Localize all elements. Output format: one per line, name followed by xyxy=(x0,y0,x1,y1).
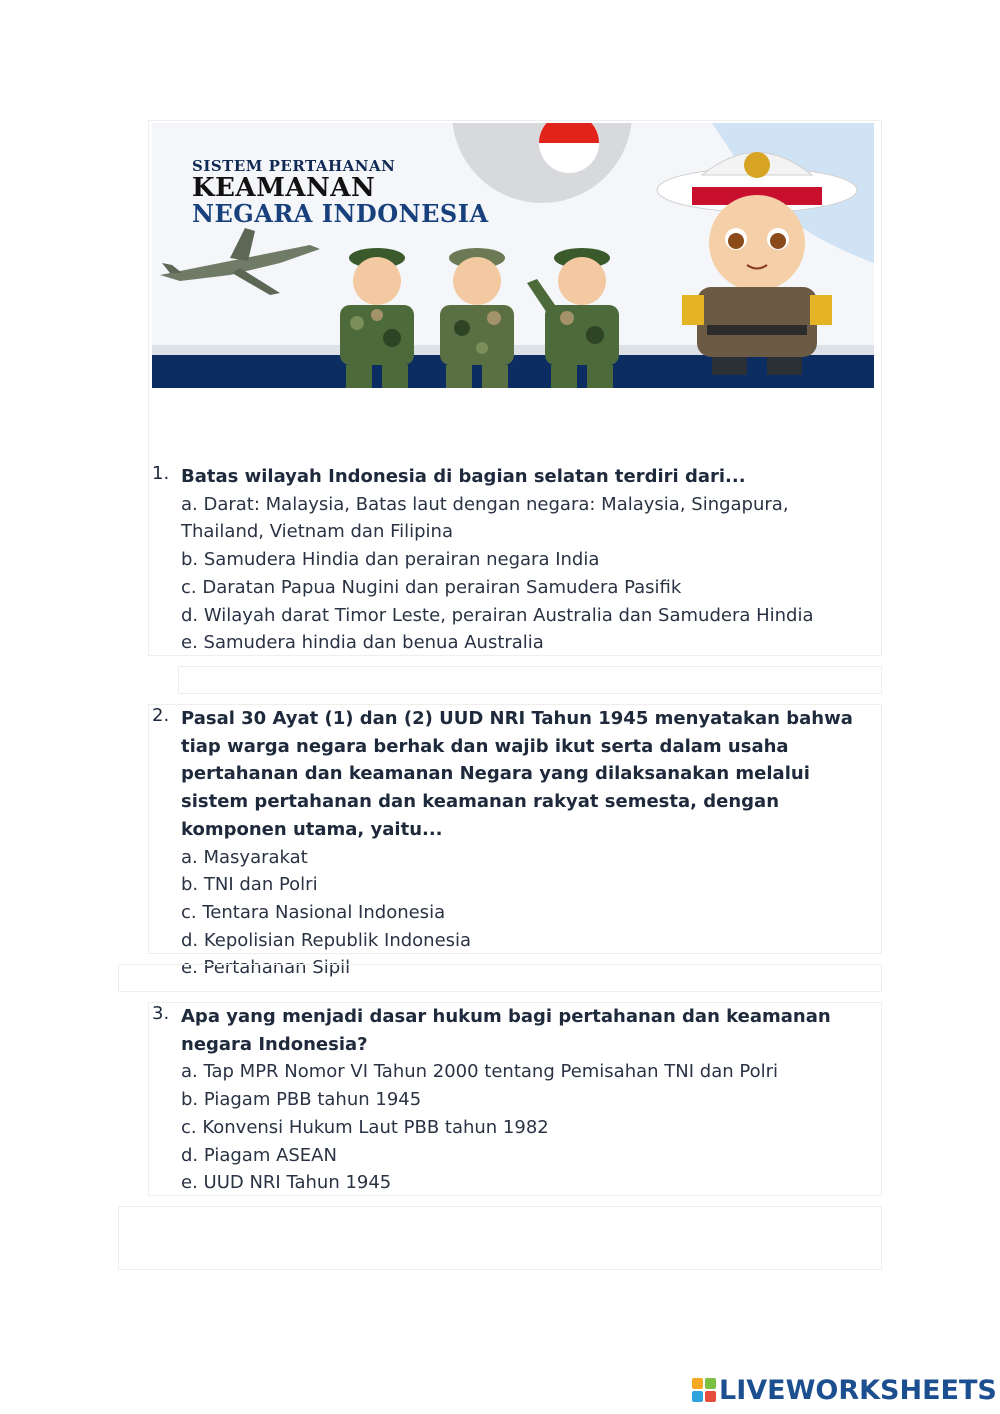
question-text: Batas wilayah Indonesia di bagian selatan terdiri dari... xyxy=(181,466,746,487)
question-body xyxy=(181,463,860,657)
answer-option-c: c. Daratan Papua Nugini dan perairan Samudera Pasifik xyxy=(181,576,682,598)
answer-option-a: a. Tap MPR Nomor VI Tahun 2000 tentang Pemisahan TNI dan Polri xyxy=(181,1061,778,1083)
liveworksheets-logo[interactable] xyxy=(692,1372,997,1408)
question-body xyxy=(181,705,860,982)
logo-text: LIVEWORKSHEETS xyxy=(719,1374,997,1406)
logo-tile xyxy=(692,1378,703,1389)
question-number: 3. xyxy=(152,1003,170,1024)
answer-option-c: c. Konvensi Hukum Laut PBB tahun 1982 xyxy=(181,1116,549,1138)
answer-option-b: b. Samudera Hindia dan perairan negara India xyxy=(181,549,600,571)
answer-option-b: b. Piagam PBB tahun 1945 xyxy=(181,1089,422,1111)
logo-tile xyxy=(692,1391,703,1402)
question-body xyxy=(181,1003,860,1197)
question-text: Apa yang menjadi dasar hukum bagi pertahanan dan keamanan negara Indonesia? xyxy=(181,1006,831,1055)
question-number: 1. xyxy=(152,463,170,484)
answer-option-a: a. Masyarakat xyxy=(181,846,308,868)
answer-option-e: e. UUD NRI Tahun 1945 xyxy=(181,1172,392,1194)
answer-input-box[interactable] xyxy=(118,1206,882,1270)
answer-option-e: e. Pertahanan Sipil xyxy=(181,957,351,979)
question-text: Pasal 30 Ayat (1) dan (2) UUD NRI Tahun 1945 menyatakan bahwa tiap warga negara berhak dan wajib ikut serta dalam usaha pertahanan dan keamanan Negara yang dilaksanakan melalui sistem pertahanan dan keamanan rakyat semesta, dengan komponen utama, yaitu... xyxy=(181,708,853,840)
logo-tiles-icon xyxy=(692,1378,716,1402)
question-number: 2. xyxy=(152,705,170,726)
banner-title-bottom: NEGARA INDONESIA xyxy=(192,199,489,228)
answer-option-e: e. Samudera hindia dan benua Australia xyxy=(181,632,544,654)
answer-option-a: a. Darat: Malaysia, Batas laut dengan negara: Malaysia, Singapura, Thailand, Vietnam dan Filipina xyxy=(181,493,789,543)
logo-tile xyxy=(705,1378,716,1389)
answer-input-box[interactable] xyxy=(118,964,882,992)
banner-title-middle: KEAMANAN xyxy=(192,173,376,203)
navy-stripe xyxy=(152,355,874,388)
logo-tile xyxy=(705,1391,716,1402)
banner-illustration xyxy=(152,123,874,388)
banner-title-top: SISTEM PERTAHANAN xyxy=(192,157,396,175)
answer-option-b: b. TNI dan Polri xyxy=(181,874,318,896)
answer-option-d: d. Piagam ASEAN xyxy=(181,1144,337,1166)
answer-option-c: c. Tentara Nasional Indonesia xyxy=(181,901,446,923)
answer-option-d: d. Wilayah darat Timor Leste, perairan Australia dan Samudera Hindia xyxy=(181,604,814,626)
answer-input-box[interactable] xyxy=(178,666,882,694)
answer-option-d: d. Kepolisian Republik Indonesia xyxy=(181,929,472,951)
